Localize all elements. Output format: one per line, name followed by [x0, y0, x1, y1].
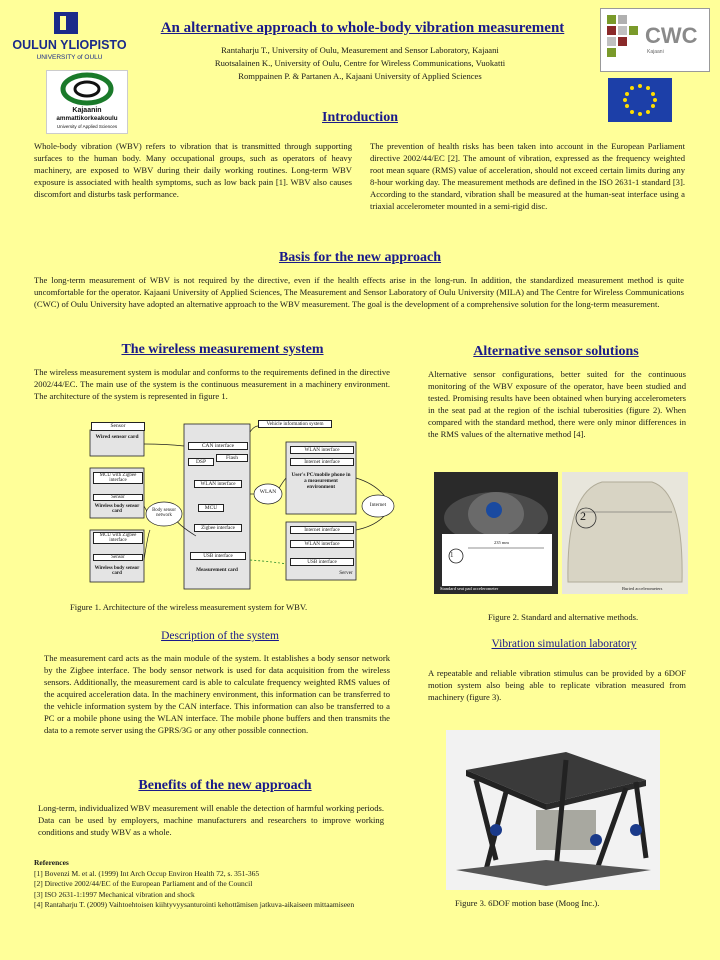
- figure2-caption: Figure 2. Standard and alternative methods.: [488, 612, 639, 622]
- wireless-card-label-2: Wireless body sensor card: [94, 566, 140, 576]
- architecture-diagram: [86, 414, 420, 594]
- mcu-zigbee-box-2: MCU with Zigbee interface: [93, 532, 143, 544]
- server-usb-interface-box: USB interface: [290, 558, 354, 566]
- description-text: The measurement card acts as the main module of the system. It establishes a body sensor network by the Zigbee interface. The body sensor network is used for data acquisition from the wireless sensors. Additionally, the measurement card is able to calculate frequency weighted RMS values of the acquired acceleration data. In the machinery environment, this information can be transferred to the vehicle information system by the CAN interface. This information can also be transferred to a PC or a mobile phone using the WLAN interface. The mobile phone buffers and then transmits the data to a remote server using the GPRS/3G or any other possible connection.: [44, 653, 390, 735]
- author-list: [175, 44, 545, 83]
- wlan-cloud-label: WLAN: [259, 489, 277, 495]
- cwc-logo-sub: Kajaani: [647, 49, 664, 55]
- wireless-sensor-box-2: Sensor: [93, 554, 143, 561]
- seat-pad-graphic: [434, 472, 558, 594]
- server-label: Server: [339, 570, 353, 576]
- wireless-text: The wireless measurement system is modular and conforms to the requirements defined in the directive 2002/44/EC. The main use of the system is the continuous measurement in a machinery environment. The architecture of the system is represented in figure 1.: [34, 367, 390, 401]
- reference-item: [1] Bovenzi M. et al. (1999) Int Arch Occup Environ Health 72, s. 351-365: [34, 868, 260, 878]
- standard-photo-label: Standard seat pad accelerometer: [440, 586, 499, 591]
- internet-cloud-label: Internet: [369, 502, 387, 508]
- poster-title: An alternative approach to whole-body vibration measurement: [160, 20, 565, 36]
- vibration-text: A repeatable and reliable vibration stimulus can be provided by a 6DOF motion system also being able to replicate vibration measured from machinery (figure 3).: [428, 668, 686, 702]
- standard-seat-photo: [434, 472, 558, 594]
- alternative-heading: Alternative sensor solutions: [473, 344, 639, 359]
- pc-wlan-interface-box: WLAN interface: [290, 446, 354, 454]
- basis-heading: Basis for the new approach: [278, 250, 442, 265]
- kajaani-logo-line2: ammattikorkeakoulu: [56, 115, 118, 122]
- mcu-zigbee-box: MCU with Zigbee interface: [93, 472, 143, 484]
- measurement-card-label: Measurement card: [196, 567, 238, 573]
- mcu-box: MCU: [198, 504, 224, 512]
- eu-flag-logo: [608, 78, 672, 122]
- can-interface-box: CAN interface: [188, 442, 248, 450]
- cwc-logo: [600, 8, 710, 72]
- server-wlan-interface-box: WLAN interface: [290, 540, 354, 548]
- reference-item: [2] Directive 2002/44/EC of the European Parliament and of the Council: [34, 879, 253, 888]
- basis-text: The long-term measurement of WBV is not required by the directive, even if the health effects arise in the long-run. In addition, the standardized measurement method is quite uncomfortable for the operator. Kajaani University of Applied Sciences, The Measurement and Sensor Laboratory of Oulu University (MILA) and The Centre for Wireless Communications (CWC) of Oulu University have adopted an alternative approach to the WBV measurement. The goal is the development of a comprehensive solution for the long-term measurement.: [34, 275, 684, 309]
- introduction-heading: Introduction: [322, 110, 398, 125]
- body-network-label: Body sensor network: [152, 508, 176, 518]
- oulu-logo-title: OULUN YLIOPISTO: [12, 38, 127, 52]
- introduction-right-text: The prevention of health risks has been taken into account in the European Parliament directive 2002/44/EC [2]. The amount of vibration, expressed as the frequency weighted root mean square (RMS) value of acceleration, should not exceed certain limits during any 8-hour working day. The measurement methods are defined in the ISO 2631-1 standard [3]. According to the standard, vibration shall be measured at the human-seat interface using a triaxial accelerometer mounted in a semi-rigid disc.: [370, 141, 685, 211]
- wlan-interface-box: WLAN interface: [194, 480, 242, 488]
- vibration-heading: Vibration simulation laboratory: [491, 638, 637, 650]
- marker-2: 2: [580, 509, 586, 523]
- vehicle-info-box: Vehicle information system: [258, 420, 332, 428]
- description-heading: Description of the system: [161, 630, 279, 642]
- wireless-card-label: Wireless body sensor card: [94, 504, 140, 514]
- server-internet-interface-box: Internet interface: [290, 526, 354, 534]
- dimension-label: 235 mm: [494, 540, 509, 545]
- wired-sensor-box: Sensor: [91, 422, 145, 431]
- figure3-photo: [446, 730, 660, 890]
- zigbee-interface-box: Zigbee interface: [194, 524, 242, 532]
- kajaani-logo-line3: University of Applied Sciences: [56, 124, 118, 129]
- wireless-sensor-box: Sensor: [93, 494, 143, 501]
- author-line: Rantaharju T., University of Oulu, Measurement and Sensor Laboratory, Kajaani: [221, 45, 499, 55]
- wireless-heading: The wireless measurement system: [121, 342, 324, 357]
- oulu-logo-subtitle: UNIVERSITY of OULU: [36, 54, 103, 61]
- figure2-photo: [434, 472, 688, 594]
- pc-environment-label: User's PC/mobile phone in a measurement environment: [291, 472, 351, 490]
- flash-box: Flash: [216, 454, 248, 462]
- author-line: Romppainen P. & Partanen A., Kajaani University of Applied Sciences: [238, 71, 482, 81]
- alternative-text: Alternative sensor configurations, better suited for the continuous monitoring of the WBV exposure of the operator, have been studied and tested. Promising results have been obtained when burying accelerometers in the seat pad at the region of the ischial tuberosities (figure 2). When compared with the standard method, there were only minor differences in the RMS values of the alternative method [4].: [428, 369, 686, 439]
- buried-seat-graphic: [562, 472, 688, 594]
- kajaani-logo: [46, 70, 128, 134]
- introduction-left-text: Whole-body vibration (WBV) refers to vibration that is transmitted through supporting surfaces to the human body. Many occupational groups, such as operators of heavy machinery, are exposed to WBV during their daily working routines. Long-term WBV exposure is associated with health symptoms, such as low back pain [1]. WBV also causes discomfort and disturbs task performance.: [34, 141, 352, 199]
- cwc-logo-text: CWC: [645, 23, 698, 48]
- usb-interface-box: USB interface: [190, 552, 246, 560]
- references-heading: References: [34, 858, 69, 867]
- motion-base-graphic: [446, 730, 660, 890]
- reference-item: [3] ISO 2631-1:1997 Mechanical vibration and shock: [34, 889, 195, 899]
- figure3-caption: Figure 3. 6DOF motion base (Moog Inc.).: [455, 898, 600, 908]
- oulu-logo: [12, 12, 127, 70]
- benefits-heading: Benefits of the new approach: [138, 778, 312, 793]
- references: [34, 858, 364, 911]
- dsp-box: DSP: [188, 458, 214, 466]
- reference-item: [4] Rantaharju T. (2009) Vaihtoehtoisen kiihtyvyysanturointi kehottämisen jatkuva-aikaiseen mittaamiseen: [34, 900, 355, 909]
- benefits-text: Long-term, individualized WBV measurement will enable the detection of harmful working periods. Data can be used by employers, machine manufacturers and researchers to improve working conditions and study WBV as a whole.: [38, 803, 384, 837]
- buried-seat-photo: [562, 472, 688, 594]
- kajaani-logo-line1: Kajaanin: [72, 107, 102, 114]
- author-line: Ruotsalainen K., University of Oulu, Centre for Wireless Communications, Vuokatti: [214, 58, 506, 68]
- figure1-caption: Figure 1. Architecture of the wireless measurement system for WBV.: [70, 602, 308, 612]
- wired-card-label: Wired sensor card: [95, 434, 139, 440]
- marker-1: 1: [450, 551, 454, 559]
- eu-stars-icon: [608, 78, 672, 122]
- buried-photo-label: Buried accelerometers: [622, 586, 663, 591]
- pc-internet-interface-box: Internet interface: [290, 458, 354, 466]
- kajaani-swirl: [47, 71, 127, 107]
